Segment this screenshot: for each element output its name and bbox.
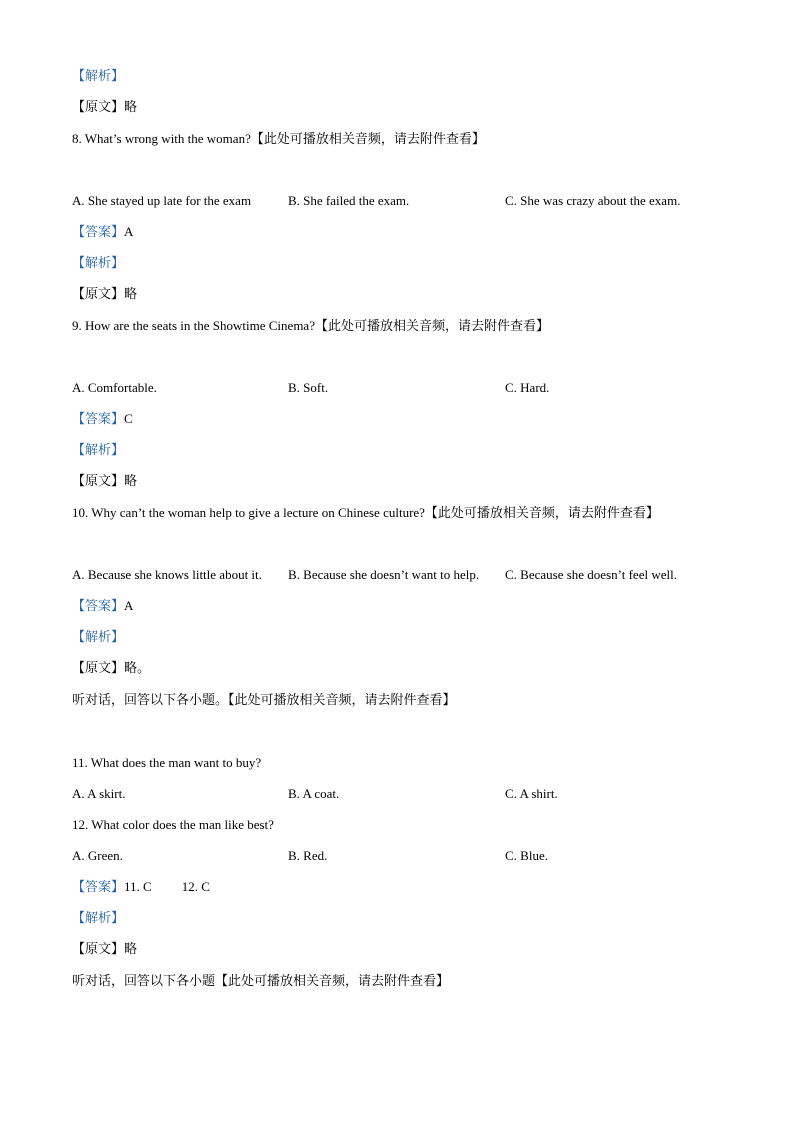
q10-option-c: C. Because she doesn’t feel well.: [505, 567, 677, 582]
q11-12-original-value: 略: [124, 941, 138, 956]
q12-option-a: A. Green.: [72, 848, 123, 863]
analysis-tag: 【解析】: [72, 629, 125, 644]
original-tag: 【原文】: [72, 99, 125, 114]
q10-option-b: B. Because she doesn’t want to help.: [288, 567, 480, 582]
q8-original-line: [72, 285, 137, 303]
q11-12-original-line: [72, 940, 137, 958]
question-9: 9. How are the seats in the Showtime Cinema?【此处可播放相关音频，请去附件查看】: [72, 318, 549, 333]
q12-option-c: C. Blue.: [505, 848, 548, 863]
analysis-line: [72, 67, 124, 85]
dialogue-instruction-1: 听对话，回答以下各小题。【此处可播放相关音频，请去附件查看】: [72, 692, 456, 707]
q9-option-c: C. Hard.: [505, 380, 550, 395]
analysis-tag: 【解析】: [72, 255, 125, 270]
analysis-tag: 【解析】: [72, 68, 125, 83]
question-12: 12. What color does the man like best?: [72, 817, 274, 832]
q11-12-analysis-line: [72, 909, 124, 927]
q8-option-b: B. She failed the exam.: [288, 193, 410, 208]
q10-original-line: [72, 659, 150, 677]
q9-original-value: 略: [124, 473, 138, 488]
q10-answer-value: A: [124, 598, 134, 613]
original-line: [72, 98, 137, 116]
analysis-tag: 【解析】: [72, 442, 125, 457]
q9-original-line: [72, 472, 137, 490]
answer-tag: 【答案】: [72, 224, 125, 239]
original-tag: 【原文】: [72, 286, 125, 301]
q8-answer-value: A: [124, 224, 134, 239]
q10-answer-line: [72, 597, 133, 615]
q8-option-a: A. She stayed up late for the exam: [72, 193, 252, 208]
q11-12-answer-line: [72, 878, 210, 896]
answer-tag: 【答案】: [72, 879, 125, 894]
q12-answer-value: 12. C: [181, 879, 210, 894]
answer-tag: 【答案】: [72, 411, 125, 426]
q9-analysis-line: [72, 441, 124, 459]
q11-answer-value: 11. C: [124, 879, 152, 894]
q10-original-value: 略。: [124, 660, 151, 675]
q11-option-c: C. A shirt.: [505, 786, 558, 801]
question-10: 10. Why can’t the woman help to give a lecture on Chinese culture?【此处可播放相关音频，请去附件查看】: [72, 505, 659, 520]
q9-option-b: B. Soft.: [288, 380, 329, 395]
original-tag: 【原文】: [72, 473, 125, 488]
original-tag: 【原文】: [72, 660, 125, 675]
q8-option-c: C. She was crazy about the exam.: [505, 193, 681, 208]
dialogue-instruction-2: 听对话，回答以下各小题【此处可播放相关音频，请去附件查看】: [72, 973, 450, 988]
q10-option-a: A. Because she knows little about it.: [72, 567, 262, 582]
q10-analysis-line: [72, 628, 124, 646]
question-8: 8. What’s wrong with the woman?【此处可播放相关音频，请去附件查看】: [72, 131, 485, 146]
answer-tag: 【答案】: [72, 598, 125, 613]
analysis-tag: 【解析】: [72, 910, 125, 925]
q11-option-b: B. A coat.: [288, 786, 340, 801]
original-value: 略: [124, 99, 138, 114]
q12-option-b: B. Red.: [288, 848, 328, 863]
original-tag: 【原文】: [72, 941, 125, 956]
q9-option-a: A. Comfortable.: [72, 380, 157, 395]
q9-answer-line: [72, 410, 133, 428]
q8-answer-line: [72, 223, 133, 241]
q9-answer-value: C: [124, 411, 133, 426]
question-11: 11. What does the man want to buy?: [72, 755, 262, 770]
q11-option-a: A. A skirt.: [72, 786, 126, 801]
q8-original-value: 略: [124, 286, 138, 301]
q8-analysis-line: [72, 254, 124, 272]
